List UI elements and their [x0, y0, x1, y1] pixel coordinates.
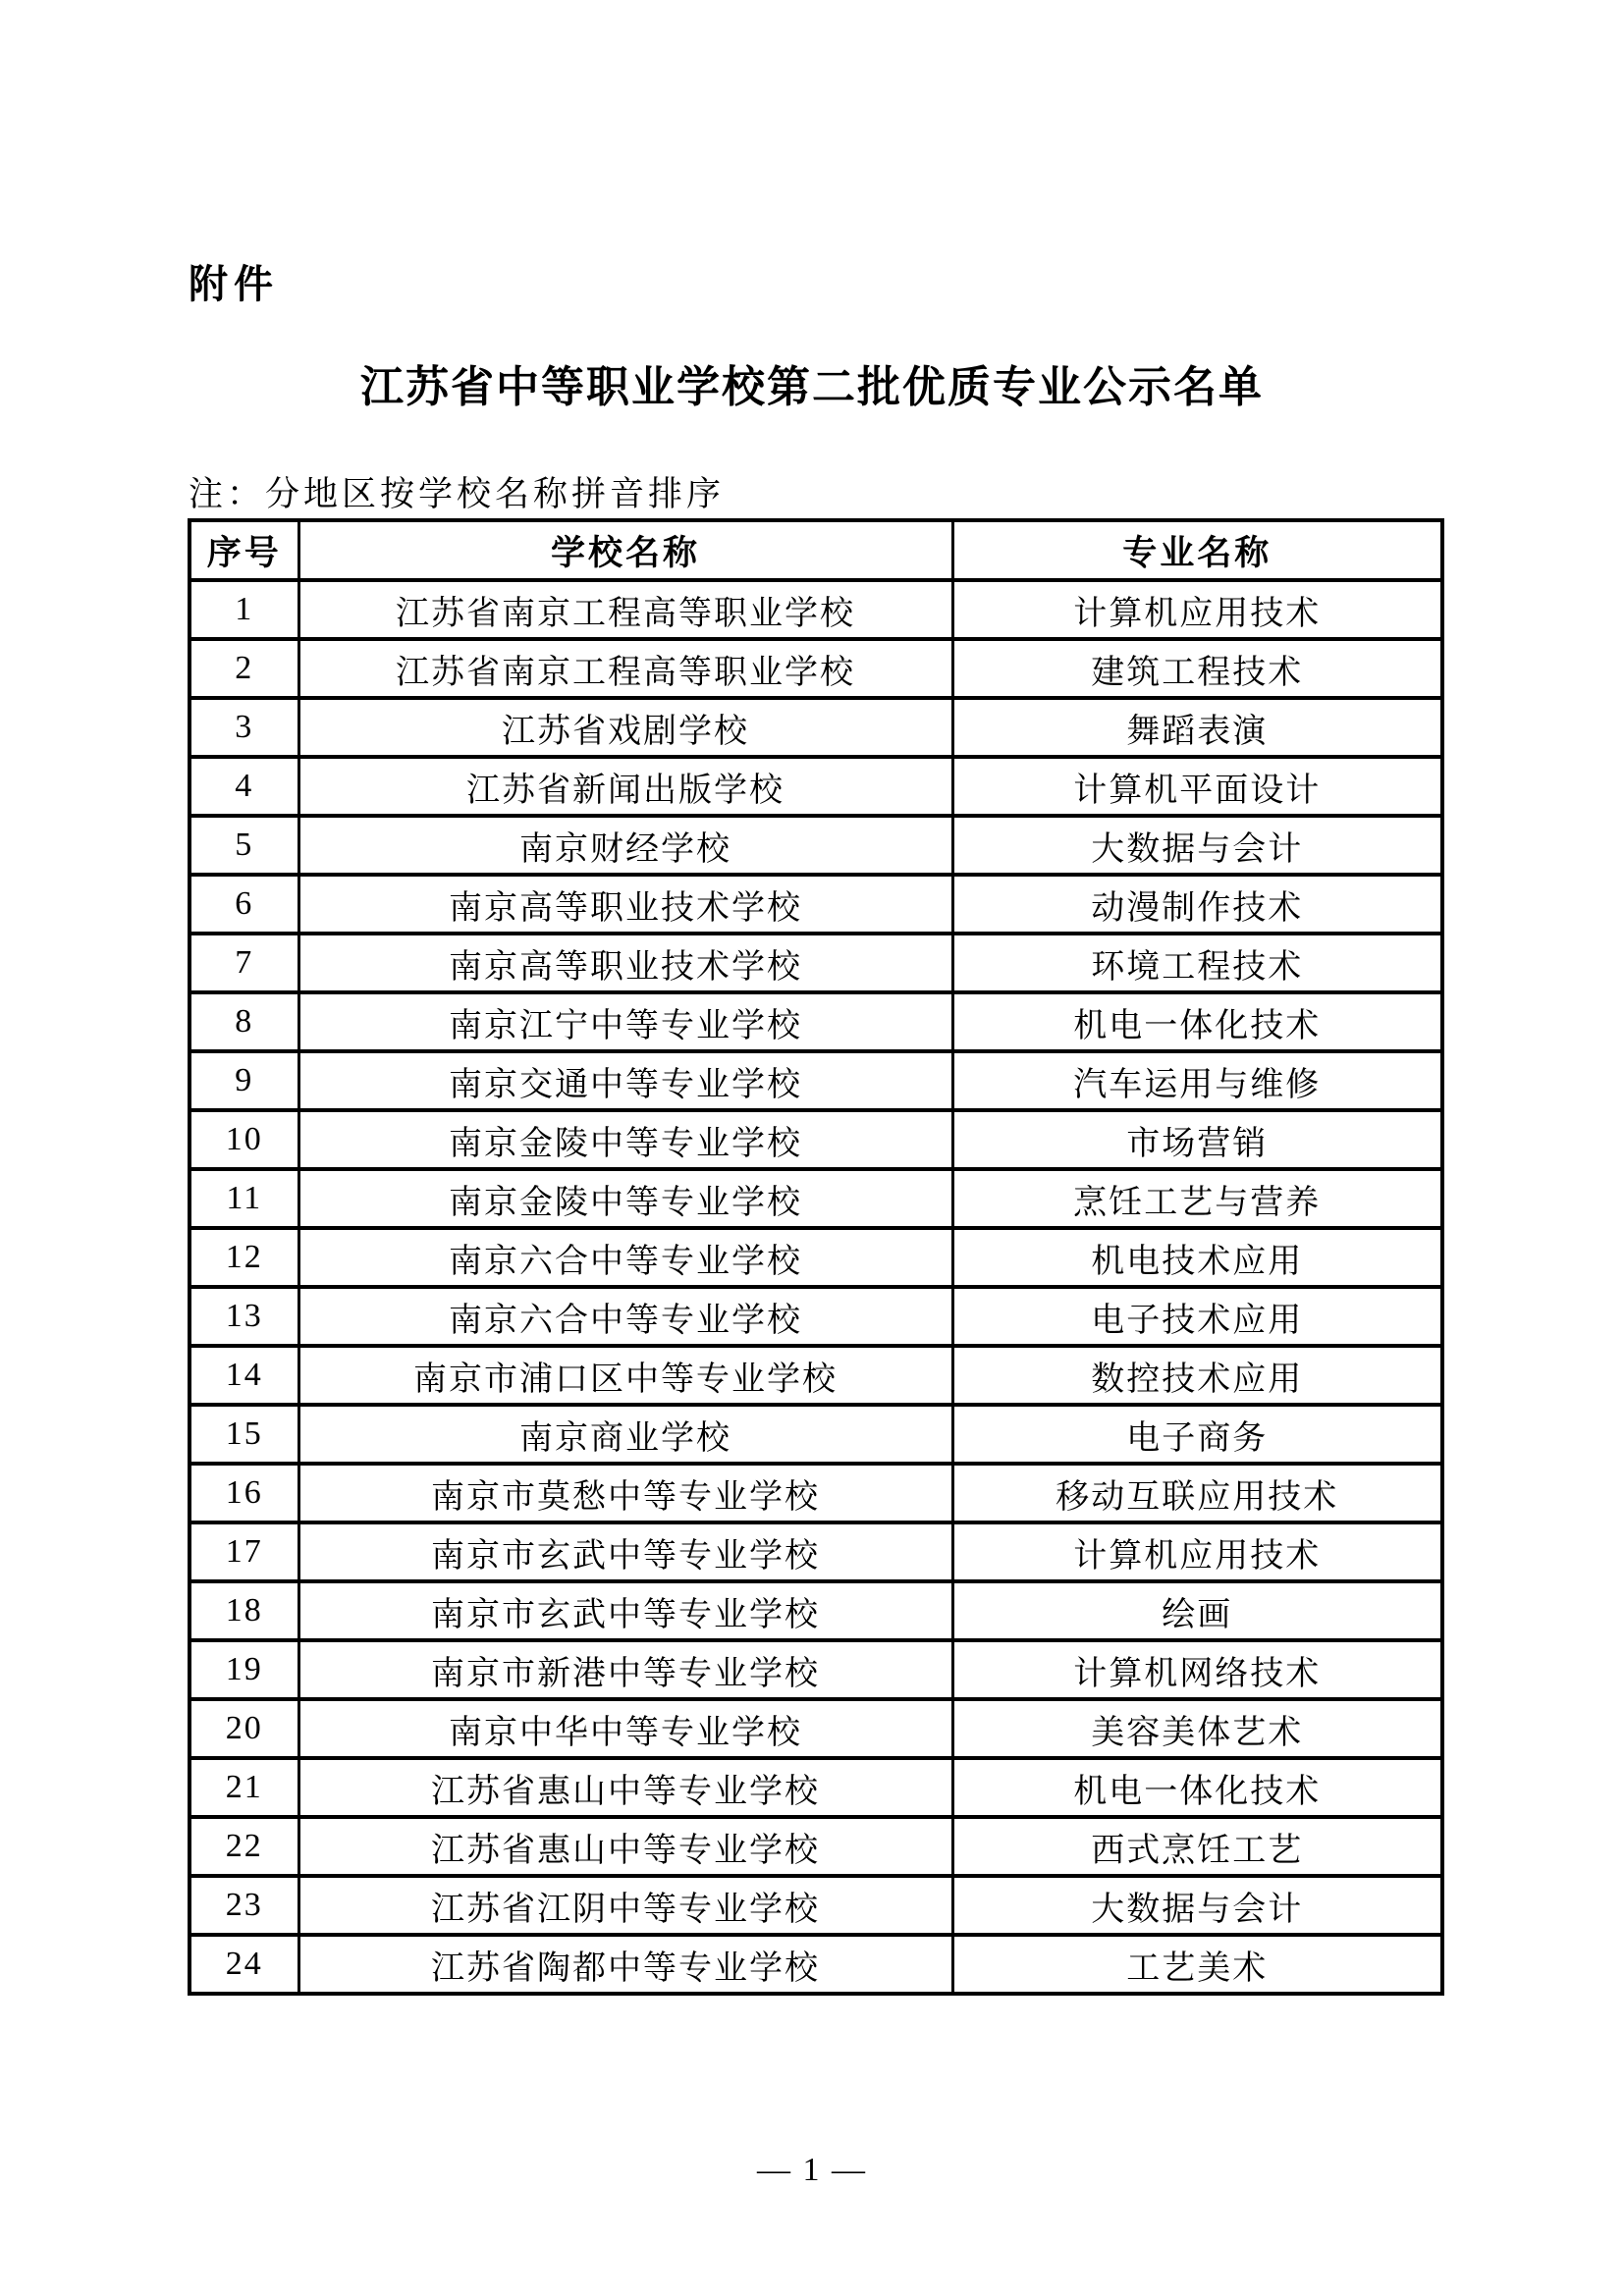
major-name-cell: 计算机平面设计	[952, 757, 1442, 816]
school-name-cell: 江苏省南京工程高等职业学校	[298, 639, 952, 698]
serial-number-cell: 12	[189, 1228, 298, 1287]
table-row	[189, 1228, 1442, 1287]
table-row	[189, 1935, 1442, 1994]
serial-number-cell: 10	[189, 1110, 298, 1169]
school-name-cell: 南京金陵中等专业学校	[298, 1110, 952, 1169]
table-row	[189, 1640, 1442, 1699]
major-name-cell: 机电技术应用	[952, 1228, 1442, 1287]
serial-number-cell: 24	[189, 1935, 298, 1994]
major-name-cell: 机电一体化技术	[952, 1758, 1442, 1817]
school-name-cell: 江苏省惠山中等专业学校	[298, 1758, 952, 1817]
serial-number-cell: 19	[189, 1640, 298, 1699]
table-row	[189, 816, 1442, 875]
school-name-cell: 江苏省陶都中等专业学校	[298, 1935, 952, 1994]
major-name-cell: 电子技术应用	[952, 1287, 1442, 1346]
table-row	[189, 1287, 1442, 1346]
table-row	[189, 1169, 1442, 1228]
major-name-cell: 动漫制作技术	[952, 875, 1442, 934]
table-header-row	[189, 520, 1442, 580]
serial-number-cell: 20	[189, 1699, 298, 1758]
serial-number-cell: 18	[189, 1581, 298, 1640]
schools-majors-table	[188, 518, 1444, 1996]
table-row	[189, 1522, 1442, 1581]
serial-number-cell: 5	[189, 816, 298, 875]
major-name-cell: 美容美体艺术	[952, 1699, 1442, 1758]
table-row	[189, 1346, 1442, 1405]
major-name-cell: 建筑工程技术	[952, 639, 1442, 698]
major-name-cell: 电子商务	[952, 1405, 1442, 1464]
page-number: — 1 —	[757, 2152, 867, 2188]
school-name-cell: 江苏省戏剧学校	[298, 698, 952, 757]
major-name-cell: 机电一体化技术	[952, 992, 1442, 1051]
table-row	[189, 757, 1442, 816]
table-row	[189, 992, 1442, 1051]
serial-number-cell: 2	[189, 639, 298, 698]
table-row	[189, 934, 1442, 992]
serial-number-cell: 23	[189, 1876, 298, 1935]
school-name-cell: 江苏省江阴中等专业学校	[298, 1876, 952, 1935]
major-name-cell: 工艺美术	[952, 1935, 1442, 1994]
serial-number-cell: 14	[189, 1346, 298, 1405]
school-name-cell: 南京市新港中等专业学校	[298, 1640, 952, 1699]
major-name-cell: 计算机网络技术	[952, 1640, 1442, 1699]
table-row	[189, 1817, 1442, 1876]
school-name-cell: 江苏省南京工程高等职业学校	[298, 580, 952, 639]
major-name-cell: 计算机应用技术	[952, 1522, 1442, 1581]
attachment-label: 附件	[189, 263, 279, 306]
serial-number-cell: 8	[189, 992, 298, 1051]
table-row	[189, 1464, 1442, 1522]
major-name-cell: 环境工程技术	[952, 934, 1442, 992]
header-major-name: 专业名称	[952, 520, 1442, 580]
major-name-cell: 西式烹饪工艺	[952, 1817, 1442, 1876]
table-row	[189, 875, 1442, 934]
serial-number-cell: 4	[189, 757, 298, 816]
table-row	[189, 1051, 1442, 1110]
serial-number-cell: 3	[189, 698, 298, 757]
serial-number-cell: 17	[189, 1522, 298, 1581]
table-row	[189, 1876, 1442, 1935]
school-name-cell: 南京财经学校	[298, 816, 952, 875]
major-name-cell: 汽车运用与维修	[952, 1051, 1442, 1110]
major-name-cell: 数控技术应用	[952, 1346, 1442, 1405]
school-name-cell: 江苏省新闻出版学校	[298, 757, 952, 816]
school-name-cell: 南京市浦口区中等专业学校	[298, 1346, 952, 1405]
school-name-cell: 南京中华中等专业学校	[298, 1699, 952, 1758]
school-name-cell: 南京商业学校	[298, 1405, 952, 1464]
serial-number-cell: 16	[189, 1464, 298, 1522]
major-name-cell: 计算机应用技术	[952, 580, 1442, 639]
table-row	[189, 1405, 1442, 1464]
table-row	[189, 639, 1442, 698]
school-name-cell: 南京交通中等专业学校	[298, 1051, 952, 1110]
major-name-cell: 舞蹈表演	[952, 698, 1442, 757]
school-name-cell: 南京高等职业技术学校	[298, 934, 952, 992]
table-row	[189, 1758, 1442, 1817]
serial-number-cell: 11	[189, 1169, 298, 1228]
major-name-cell: 大数据与会计	[952, 816, 1442, 875]
major-name-cell: 烹饪工艺与营养	[952, 1169, 1442, 1228]
serial-number-cell: 9	[189, 1051, 298, 1110]
major-name-cell: 绘画	[952, 1581, 1442, 1640]
school-name-cell: 江苏省惠山中等专业学校	[298, 1817, 952, 1876]
school-name-cell: 南京市玄武中等专业学校	[298, 1581, 952, 1640]
page-title: 江苏省中等职业学校第二批优质专业公示名单	[360, 363, 1264, 411]
serial-number-cell: 21	[189, 1758, 298, 1817]
header-school-name: 学校名称	[298, 520, 952, 580]
serial-number-cell: 22	[189, 1817, 298, 1876]
major-name-cell: 移动互联应用技术	[952, 1464, 1442, 1522]
school-name-cell: 南京六合中等专业学校	[298, 1228, 952, 1287]
serial-number-cell: 13	[189, 1287, 298, 1346]
header-serial-number: 序号	[189, 520, 298, 580]
serial-number-cell: 1	[189, 580, 298, 639]
table-row	[189, 580, 1442, 639]
school-name-cell: 南京六合中等专业学校	[298, 1287, 952, 1346]
school-name-cell: 南京高等职业技术学校	[298, 875, 952, 934]
major-name-cell: 市场营销	[952, 1110, 1442, 1169]
table-row	[189, 1110, 1442, 1169]
school-name-cell: 南京市玄武中等专业学校	[298, 1522, 952, 1581]
sort-order-note: 注：分地区按学校名称拼音排序	[189, 475, 726, 513]
serial-number-cell: 7	[189, 934, 298, 992]
school-name-cell: 南京江宁中等专业学校	[298, 992, 952, 1051]
table-row	[189, 1699, 1442, 1758]
major-name-cell: 大数据与会计	[952, 1876, 1442, 1935]
serial-number-cell: 6	[189, 875, 298, 934]
school-name-cell: 南京市莫愁中等专业学校	[298, 1464, 952, 1522]
serial-number-cell: 15	[189, 1405, 298, 1464]
school-name-cell: 南京金陵中等专业学校	[298, 1169, 952, 1228]
table-row	[189, 1581, 1442, 1640]
table-row	[189, 698, 1442, 757]
